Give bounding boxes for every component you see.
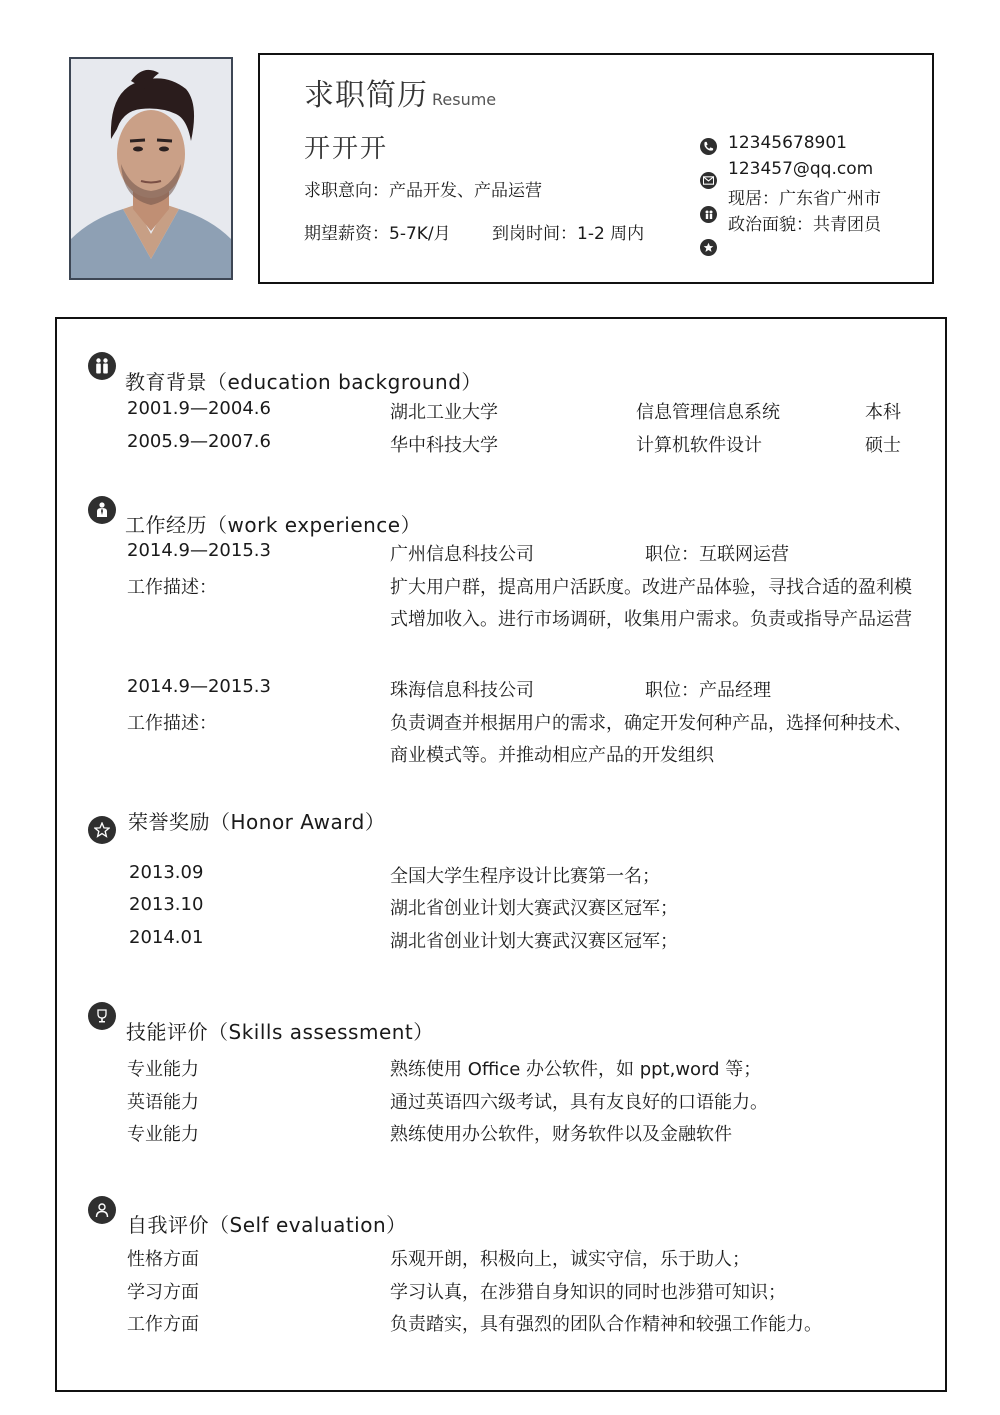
honor-1-date: 2013.09 [129, 862, 204, 883]
self-2-text: 学习认真，在涉猎自身知识的同时也涉猎可知识； [390, 1282, 786, 1303]
honor-1-text: 全国大学生程序设计比赛第一名； [390, 866, 660, 887]
job-1-desc-line-2: 式增加收入。进行市场调研，收集用户需求。负责或指导产品运营 [390, 609, 912, 630]
skill-3-label: 专业能力 [127, 1124, 199, 1145]
job-2-period: 2014.9—2015.3 [127, 676, 271, 697]
edu-row-2-school: 华中科技大学 [390, 435, 498, 456]
location-icon [700, 206, 717, 223]
email-address: 123457@qq.com [728, 159, 874, 179]
resume-title [304, 70, 496, 114]
phone-number: 12345678901 [728, 133, 847, 153]
job-intention [304, 176, 542, 201]
job-2-desc-line-1: 负责调查并根据用户的需求，确定开发何种产品，选择何种技术、 [390, 713, 912, 734]
intention-value: 产品开发、产品运营 [389, 181, 542, 201]
honor-star-icon [88, 816, 116, 844]
edu-row-1-period: 2001.9—2004.6 [127, 398, 271, 419]
self-person-icon [88, 1196, 116, 1224]
edu-row-2-period: 2005.9—2007.6 [127, 431, 271, 452]
job-1-position: 职位：互联网运营 [645, 544, 789, 565]
portrait-image [71, 59, 231, 278]
self-3-label: 工作方面 [127, 1314, 199, 1335]
political-status: 政治面貌：共青团员 [728, 215, 881, 235]
arrival-value: 1-2 周内 [577, 224, 645, 244]
work-title: 工作经历（work experience） [125, 513, 422, 537]
salary [304, 219, 451, 244]
salary-value: 5-7K/月 [389, 224, 451, 244]
job-1-desc-label: 工作描述： [127, 577, 217, 598]
arrival-time [492, 219, 644, 244]
skill-1-text: 熟练使用 Office 办公软件，如 ppt,word 等； [390, 1059, 762, 1080]
job-2-desc-line-2: 商业模式等。并推动相应产品的开发组织 [390, 745, 714, 766]
title-cn: 求职简历 [304, 78, 428, 113]
self-3-text: 负责踏实，具有强烈的团队合作精神和较强工作能力。 [390, 1314, 822, 1335]
honors-title: 荣誉奖励（Honor Award） [128, 810, 386, 834]
job-2-desc-label: 工作描述： [127, 713, 217, 734]
honor-2-date: 2013.10 [129, 894, 204, 915]
skill-2-label: 英语能力 [127, 1092, 199, 1113]
email-icon [700, 172, 717, 189]
self-1-label: 性格方面 [127, 1249, 199, 1270]
self-2-label: 学习方面 [127, 1282, 199, 1303]
skill-3-text: 熟练使用办公软件，财务软件以及金融软件 [390, 1124, 732, 1145]
job-2-company: 珠海信息科技公司 [390, 680, 534, 701]
self-1-text: 乐观开朗，积极向上，诚实守信，乐于助人； [390, 1249, 750, 1270]
honor-2-text: 湖北省创业计划大赛武汉赛区冠军； [390, 898, 678, 919]
edu-row-1-major: 信息管理信息系统 [636, 402, 780, 423]
title-en: Resume [432, 90, 497, 109]
edu-row-2-major: 计算机软件设计 [636, 435, 762, 456]
job-2-position: 职位：产品经理 [645, 680, 771, 701]
candidate-name: 开开开 [304, 134, 389, 164]
profile-photo [69, 57, 233, 280]
honor-3-text: 湖北省创业计划大赛武汉赛区冠军； [390, 931, 678, 952]
skill-1-label: 专业能力 [127, 1059, 199, 1080]
edu-row-1-degree: 本科 [865, 402, 901, 423]
education-title: 教育背景（education background） [125, 370, 482, 394]
star-icon [700, 239, 717, 256]
job-1-desc-line-1: 扩大用户群，提高用户活跃度。改进产品体验，寻找合适的盈利模 [390, 577, 912, 598]
self-title: 自我评价（Self evaluation） [127, 1213, 407, 1237]
arrival-label: 到岗时间： [492, 224, 577, 244]
skill-2-text: 通过英语四六级考试，具有友良好的口语能力。 [390, 1092, 768, 1113]
honor-3-date: 2014.01 [129, 927, 204, 948]
work-icon [88, 496, 116, 524]
job-1-company: 广州信息科技公司 [390, 544, 534, 565]
job-1-period: 2014.9—2015.3 [127, 540, 271, 561]
edu-row-1-school: 湖北工业大学 [390, 402, 498, 423]
intention-label: 求职意向： [304, 181, 389, 201]
salary-label: 期望薪资： [304, 224, 389, 244]
education-icon [88, 352, 116, 380]
phone-icon [700, 138, 717, 155]
skills-trophy-icon [88, 1002, 116, 1030]
skills-title: 技能评价（Skills assessment） [126, 1020, 434, 1044]
edu-row-2-degree: 硕士 [865, 435, 901, 456]
residence: 现居：广东省广州市 [728, 189, 881, 209]
